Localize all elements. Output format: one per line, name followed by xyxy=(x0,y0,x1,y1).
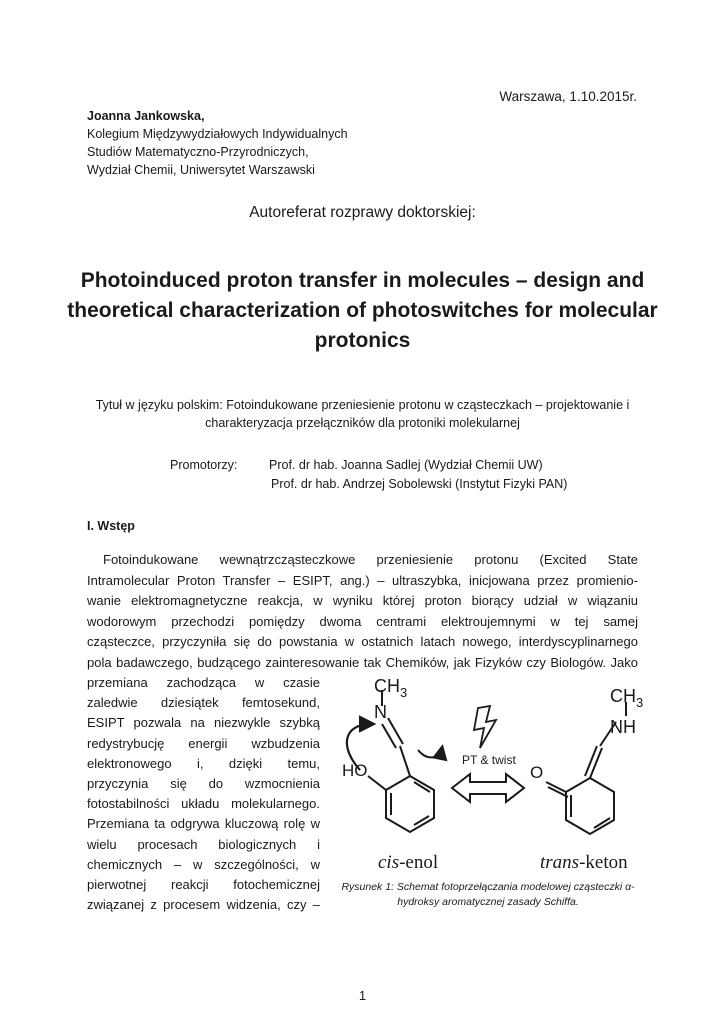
paragraph-line: cząsteczce, przyczyniła się do powstania w ostatnich latach nowego, interdyscyplinarnego xyxy=(87,634,638,649)
paragraph-line: pierwotnej reakcji fotochemicznej xyxy=(87,877,320,893)
paragraph-line: fotostabilności układu molekularnego. xyxy=(87,796,320,812)
trans-keton-rest: -keton xyxy=(579,852,628,873)
photoswitch-scheme-diagram xyxy=(330,676,644,878)
paragraph-line: elektronowego i, dzięki temu, xyxy=(87,755,320,771)
left-n-label: N xyxy=(374,702,387,722)
right-nh-label: NH xyxy=(610,717,636,737)
paragraph-line: przyczynia się do wzmocnienia xyxy=(87,776,320,792)
paragraph-line: wodorowym przechodzi pomiędzy dwoma centrami elektroujemnymi w tej samej xyxy=(87,613,638,629)
twist-arrow xyxy=(418,748,442,757)
promotor-name: Prof. dr hab. Joanna Sadlej (Wydział Chemii UW) xyxy=(269,458,543,472)
intro-paragraph xyxy=(87,550,638,673)
promotors-label: Promotorzy: xyxy=(170,458,238,472)
right-ch3-label: $CH_3$ xyxy=(610,686,644,710)
equilibrium-double-arrow xyxy=(452,774,524,802)
paragraph-line: pola badawczego, budzącego zainteresowanie tak Chemików, jak Fizyków czy Biologów. Jako xyxy=(87,654,638,670)
section-heading: I. Wstęp xyxy=(87,519,135,533)
figure-1 xyxy=(330,676,644,883)
cis-enol-rest: -enol xyxy=(399,852,439,873)
paragraph-line: wielu procesach biologicznych i xyxy=(87,836,320,852)
document-date: Warszawa, 1.10.2015r. xyxy=(499,89,637,104)
polish-title: Tytuł w języku polskim: Fotoindukowane przeniesienie protonu w cząsteczkach – projektowanie i charakteryzacja przełączników dla protoniki molekularnej xyxy=(95,398,630,430)
author-affiliation-line: Kolegium Międzywydziałowych Indywidualnych xyxy=(87,127,348,141)
document-subtitle: Autoreferat rozprawy doktorskiej: xyxy=(249,204,476,221)
right-o-label: O xyxy=(530,763,544,782)
paragraph-line: przemiana zachodząca w czasie xyxy=(87,675,320,690)
paragraph-line: chemicznych – w szczególności, w xyxy=(87,856,320,872)
author-affiliation-line: Studiów Matematyczno-Przyrodniczych, xyxy=(87,145,309,159)
lightning-icon xyxy=(474,706,496,748)
paragraph-line: zaledwie dziesiątek femtosekund, xyxy=(87,695,320,711)
left-ch3-label: $CH_3$ xyxy=(374,676,408,700)
trans-keton-italic: trans xyxy=(540,852,580,873)
paragraph-line: wanie elektromagnetyczne reakcja, w wyniku której proton biorący udział w wiązaniu xyxy=(87,593,638,608)
paragraph-line: ESIPT pozwala na niezwykle szybką xyxy=(87,715,320,731)
thesis-title: Photoinduced proton transfer in molecules – design and theoretical characterization of photoswitches for molecular protonics xyxy=(67,269,658,352)
paragraph-line: Intramolecular Proton Transfer – ESIPT, ang.) – ultraszybka, inicjowana przez promienio- xyxy=(87,572,638,588)
paragraph-line: redystrybucję energii wzbudzenia xyxy=(87,735,320,751)
arrow-label: PT & twist xyxy=(462,753,516,767)
paragraph-line: związanej z procesem widzenia, czy – xyxy=(87,897,320,913)
author-name: Joanna Jankowska, xyxy=(87,109,205,123)
cis-enol-label xyxy=(378,852,438,873)
promotors-block xyxy=(170,456,567,494)
promotor-name: Prof. dr hab. Andrzej Sobolewski (Instytut Fizyki PAN) xyxy=(271,477,568,491)
cis-enol-italic: cis xyxy=(378,852,400,873)
author-affiliation-line: Wydział Chemii, Uniwersytet Warszawski xyxy=(87,163,315,177)
left-ho-label: HO xyxy=(342,761,368,780)
trans-keton-label xyxy=(540,852,628,873)
paragraph-line: Przemiana ta odgrywa kluczową rolę w xyxy=(87,816,320,832)
paragraph-line: Fotoindukowane wewnątrzcząsteczkowe przeniesienie protonu (Excited State xyxy=(103,552,638,567)
author-block xyxy=(87,107,348,179)
figure-caption: Rysunek 1: Schemat fotoprzełączania modelowej cząsteczki α-hydroksy aromatycznej zasady Schiffa. xyxy=(341,881,635,908)
page-number: 1 xyxy=(358,988,367,1003)
wrapped-paragraph xyxy=(87,673,320,915)
